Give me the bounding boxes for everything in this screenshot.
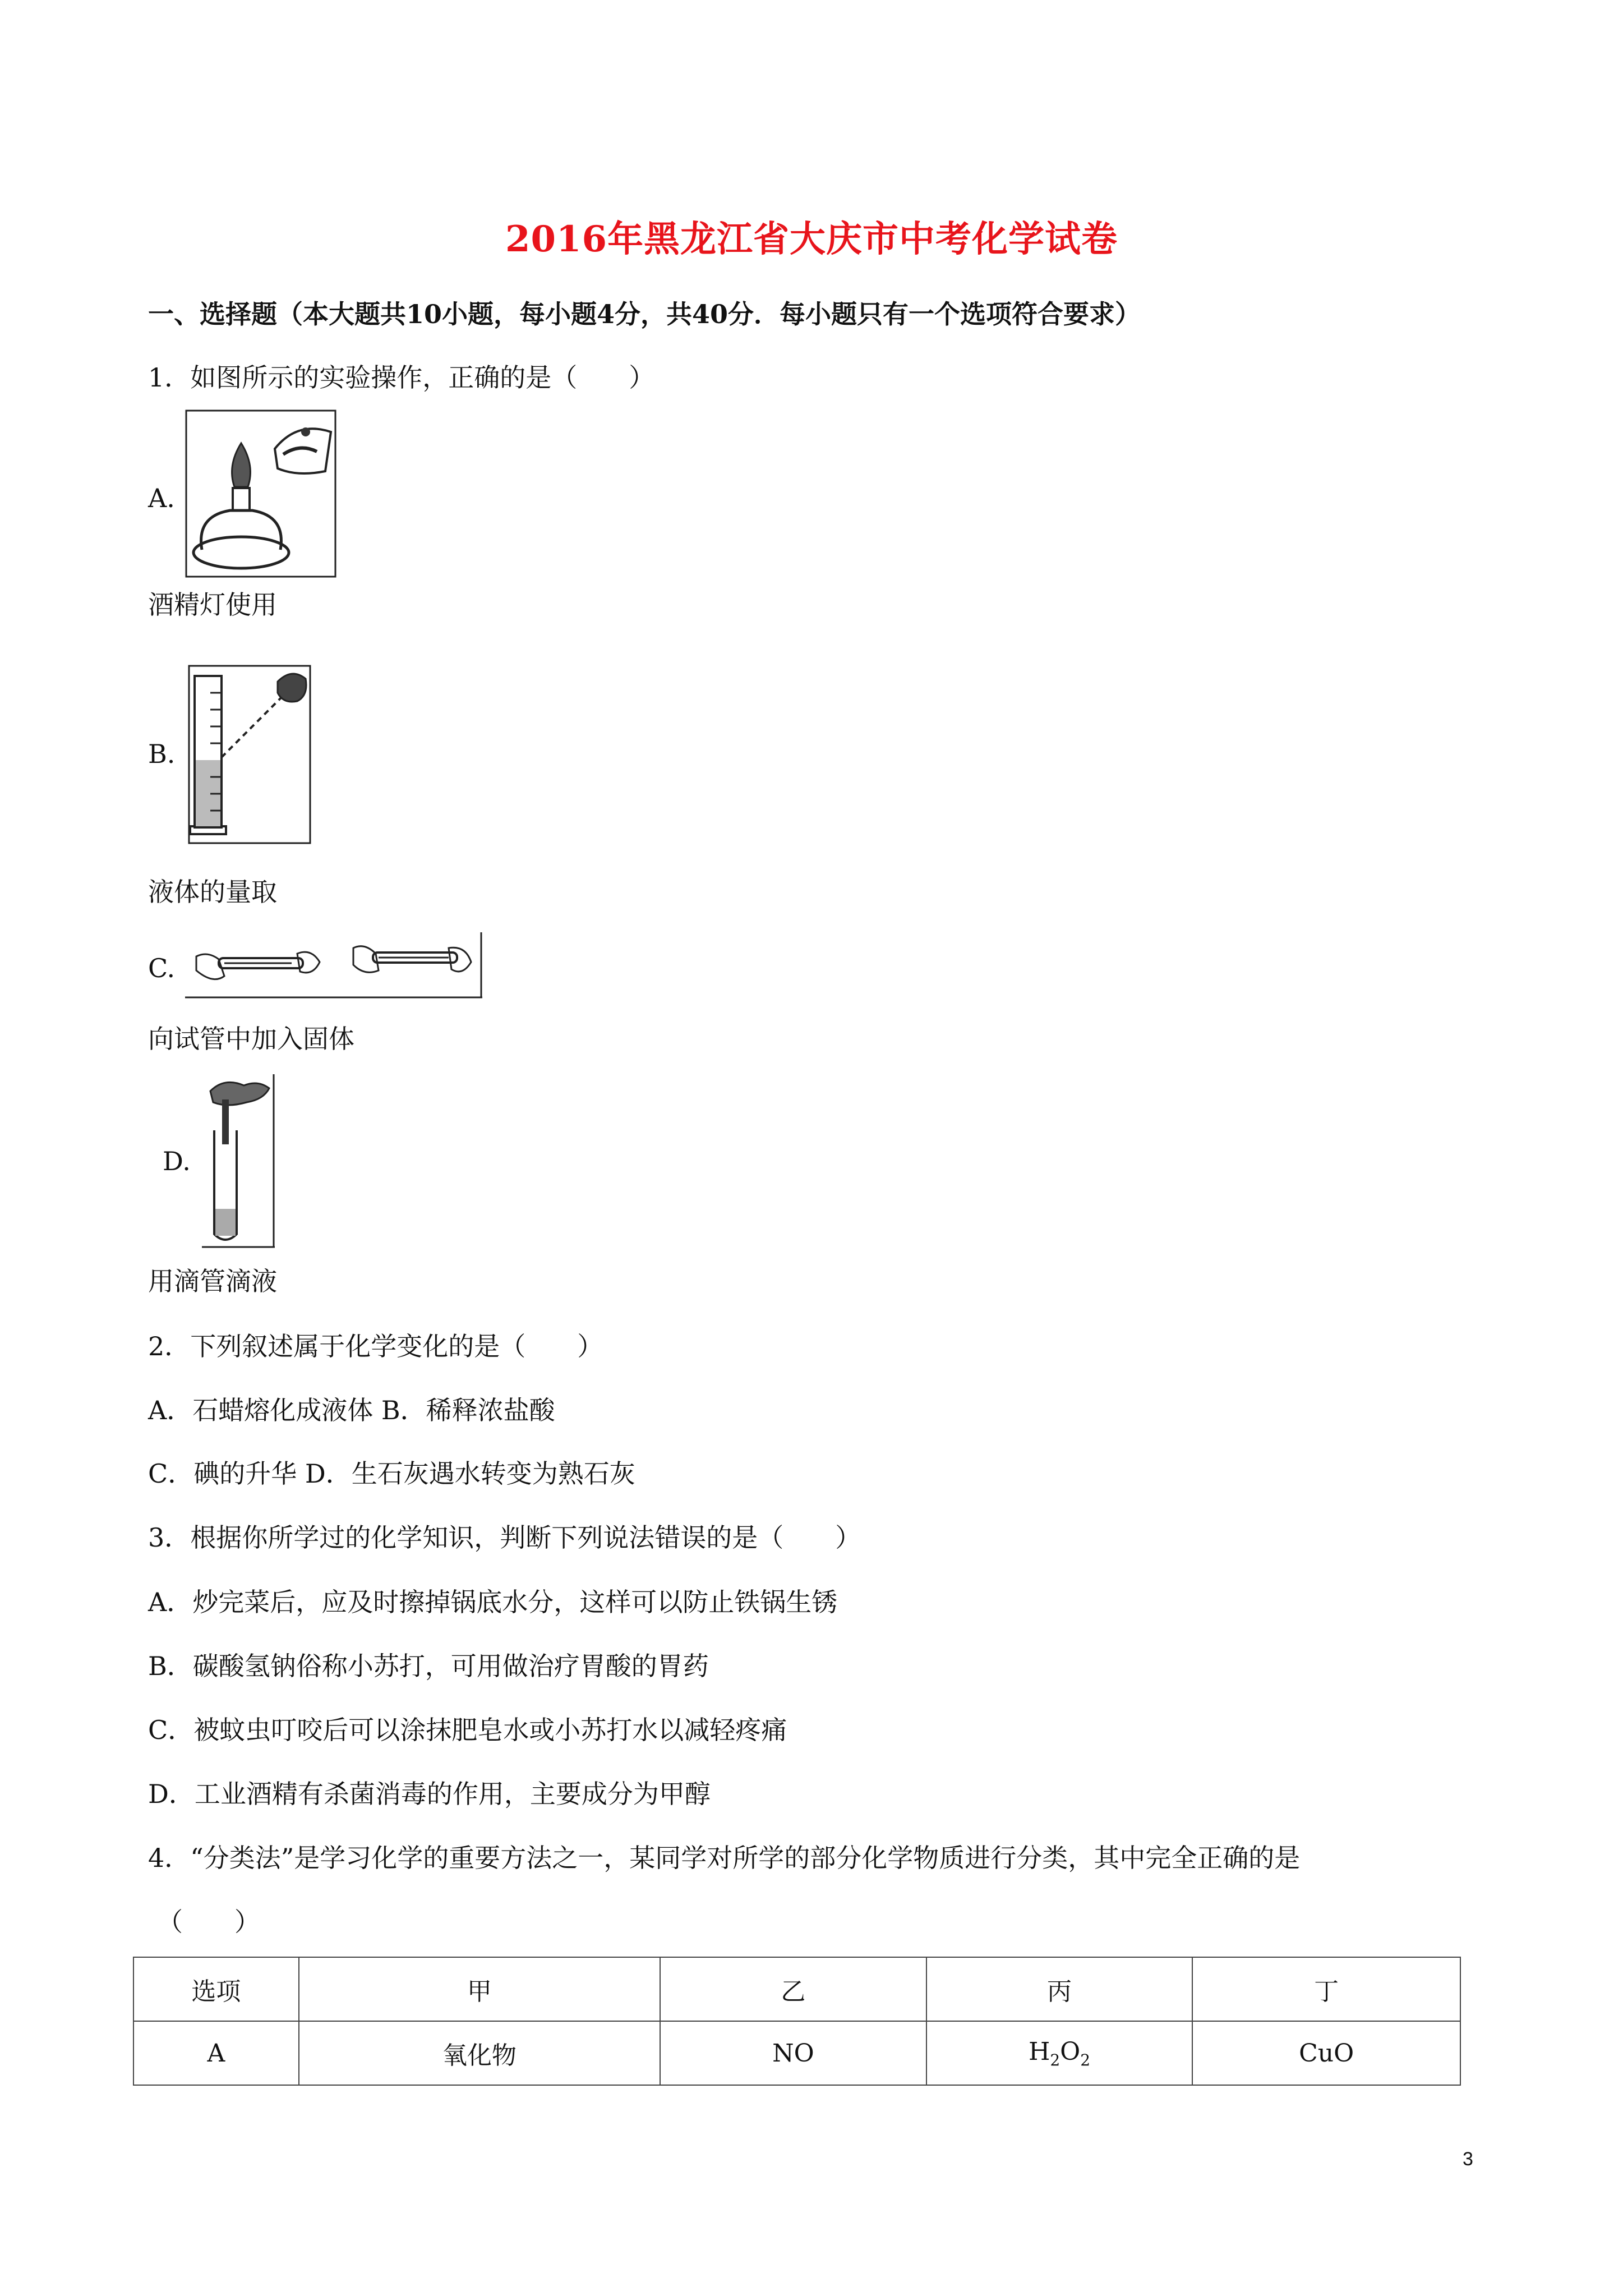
table-header-row [133, 1957, 1460, 2021]
question-3-option-c: C．被蚊虫叮咬后可以涂抹肥皂水或小苏打水以减轻疼痛 [148, 1715, 787, 1745]
header-cell: 选项 [133, 1957, 299, 2021]
table-cell: CuO [1192, 2021, 1460, 2085]
table-cell: A [133, 2021, 299, 2085]
test-tube-solid-figure [185, 931, 482, 999]
header-cell: 丁 [1192, 1957, 1460, 2021]
question-2-stem: 2．下列叙述属于化学变化的是（ ） [148, 1331, 603, 1361]
option-c-letter: C. [148, 953, 176, 983]
formula-subscript: 2 [1080, 2050, 1091, 2069]
option-c-caption: 向试管中加入固体 [148, 1024, 354, 1054]
classification-table [133, 1957, 1461, 2086]
option-b-caption: 液体的量取 [148, 877, 277, 907]
table-row [133, 2021, 1460, 2085]
option-b-letter: B. [148, 739, 176, 769]
section-heading: 一、选择题（本大题共10小题，每小题4分，共40分．每小题只有一个选项符合要求） [148, 299, 1141, 329]
formula-subscript: 2 [1050, 2050, 1061, 2069]
formula-part: H [1028, 2037, 1050, 2066]
option-a-letter: A. [148, 483, 175, 513]
question-1-stem: 1．如图所示的实验操作，正确的是（ ） [148, 362, 655, 393]
page-number: 3 [1463, 2148, 1473, 2170]
question-4-stem: 4．“分类法”是学习化学的重要方法之一，某同学对所学的部分化学物质进行分类，其中完全正确的是 [148, 1843, 1301, 1873]
page-title: 2016年黑龙江省大庆市中考化学试卷 [505, 218, 1118, 260]
graduated-cylinder-figure [188, 665, 311, 844]
header-cell: 乙 [660, 1957, 926, 2021]
question-3-option-d: D．工业酒精有杀菌消毒的作用，主要成分为甲醇 [148, 1779, 711, 1809]
formula-part: O [1060, 2037, 1081, 2066]
table-cell: NO [660, 2021, 926, 2085]
dropper-figure [202, 1074, 275, 1248]
alcohol-lamp-figure [185, 409, 336, 578]
question-2-options-cd: C．碘的升华 D．生石灰遇水转变为熟石灰 [148, 1458, 635, 1489]
question-2-options-ab: A．石蜡熔化成液体 B．稀释浓盐酸 [148, 1395, 555, 1425]
option-d-caption: 用滴管滴液 [148, 1266, 277, 1296]
header-cell: 丙 [926, 1957, 1193, 2021]
question-3-option-b: B．碳酸氢钠俗称小苏打，可用做治疗胃酸的胃药 [148, 1651, 709, 1681]
option-d-letter: D. [163, 1146, 191, 1176]
question-3-option-a: A．炒完菜后，应及时擦掉锅底水分，这样可以防止铁锅生锈 [148, 1587, 838, 1617]
table-cell: 氧化物 [299, 2021, 660, 2085]
question-3-stem: 3．根据你所学过的化学知识，判断下列说法错误的是（ ） [148, 1522, 861, 1553]
header-cell: 甲 [299, 1957, 660, 2021]
option-a-caption: 酒精灯使用 [148, 590, 277, 620]
table-cell [926, 2021, 1193, 2085]
question-4-paren: （ ） [157, 1907, 260, 1937]
